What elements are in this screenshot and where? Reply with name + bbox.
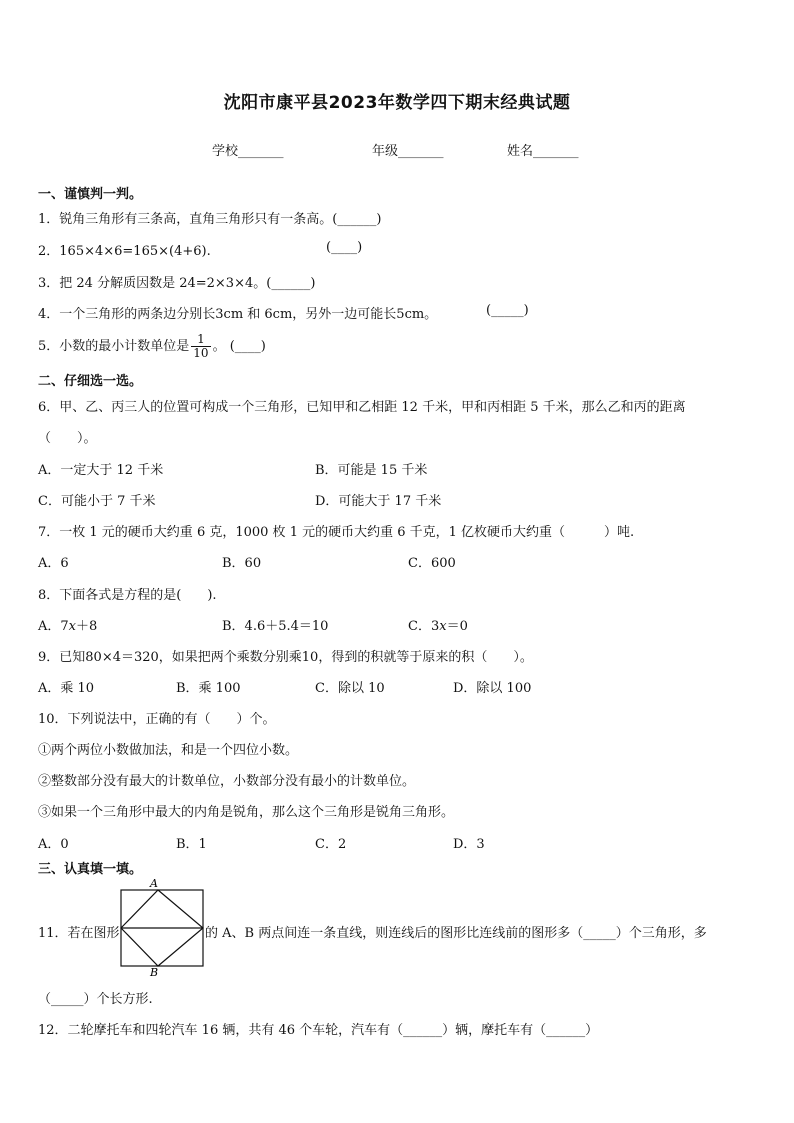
q10-option-b: B．1 — [176, 837, 207, 852]
question-6: 6．甲、乙、丙三人的位置可构成一个三角形，已知甲和乙相距 12 千米，甲和丙相距 5 千米，那么乙和丙的距离 — [38, 400, 686, 415]
question-10: 10．下列说法中，正确的有（ ）个。 — [38, 712, 276, 727]
q8-option-b: B．4.6＋5.4＝10 — [222, 619, 329, 634]
q8a-prefix: A．7 — [38, 619, 69, 634]
q9-option-a: A．乘 10 — [38, 681, 95, 696]
section-2-heading: 二、仔细选一选。 — [38, 374, 143, 389]
question-6-blank: （ ）。 — [38, 431, 97, 446]
question-5-blank: 。 (____) — [212, 339, 266, 354]
q8c-prefix: C．3 — [408, 619, 440, 634]
q6-option-c: C．可能小于 7 千米 — [38, 494, 156, 509]
fraction-numerator: 1 — [191, 333, 210, 347]
q9-option-c: C．除以 10 — [315, 681, 385, 696]
fraction-denominator: 10 — [193, 346, 209, 360]
question-4-blank: (_____) — [486, 303, 529, 318]
section-1-heading: 一、谨慎判一判。 — [38, 187, 143, 202]
grade-field: 年级_______ — [372, 144, 444, 159]
q8-option-a — [38, 615, 97, 634]
q7-option-a: A．6 — [38, 556, 69, 571]
q8c-variable: x — [439, 619, 447, 634]
figure-label-a: A — [150, 877, 158, 890]
question-2: 2．165×4×6=165×(4+6). — [38, 244, 211, 259]
name-field: 姓名_______ — [507, 144, 579, 159]
question-7: 7．一枚 1 元的硬币大约重 6 克，1000 枚 1 元的硬币大约重 6 千克，1 亿枚硬币大约重（ ）吨. — [38, 525, 635, 540]
q8-option-c — [408, 615, 468, 634]
q10-option-d: D．3 — [453, 837, 485, 852]
q8a-variable: x — [68, 619, 77, 634]
q9-option-d: D．除以 100 — [453, 681, 532, 696]
q10-option-a: A．0 — [38, 837, 69, 852]
question-5 — [38, 330, 266, 364]
question-2-blank: (____) — [326, 240, 363, 255]
q10-statement-2: ②整数部分没有最大的计数单位，小数部分没有最小的计数单位。 — [38, 774, 416, 789]
q10-statement-3: ③如果一个三角形中最大的内角是锐角，那么这个三角形是锐角三角形。 — [38, 805, 455, 820]
question-12: 12．二轮摩托车和四轮汽车 16 辆，共有 46 个车轮，汽车有（______）辆，摩托车有（______） — [38, 1023, 599, 1038]
section-3-heading: 三、认真填一填。 — [38, 862, 143, 877]
question-11-part-2: 的 A、B 两点间连一条直线，则连线后的图形比连线前的图形多（_____）个三角形，多 — [205, 926, 707, 941]
fraction-one-tenth — [191, 333, 210, 360]
q10-statement-1: ①两个两位小数做加法，和是一个四位小数。 — [38, 743, 299, 758]
q7-option-b: B．60 — [222, 556, 262, 571]
q6-option-b: B．可能是 15 千米 — [315, 463, 428, 478]
rectangle-rhombus-figure — [118, 876, 208, 976]
q8a-suffix: ＋8 — [76, 619, 98, 634]
question-11-part-3: （_____）个长方形. — [38, 992, 153, 1007]
q9-option-b: B．乘 100 — [176, 681, 241, 696]
q6-option-a: A．一定大于 12 千米 — [38, 463, 164, 478]
q10-option-c: C．2 — [315, 837, 347, 852]
question-4: 4．一个三角形的两条边分别长3cm 和 6cm，另外一边可能长5cm。 — [38, 307, 438, 322]
question-11-part-1: 11．若在图形 — [38, 926, 120, 941]
question-8: 8．下面各式是方程的是( ). — [38, 588, 217, 603]
page-title: 沈阳市康平县2023年数学四下期末经典试题 — [223, 93, 571, 113]
q6-option-d: D．可能大于 17 千米 — [315, 494, 442, 509]
school-field: 学校_______ — [212, 144, 284, 159]
question-5-text: 5．小数的最小计数单位是 — [38, 339, 190, 354]
question-1: 1．锐角三角形有三条高，直角三角形只有一条高。(______) — [38, 212, 382, 227]
q7-option-c: C．600 — [408, 556, 456, 571]
question-3: 3．把 24 分解质因数是 24=2×3×4。(______) — [38, 276, 316, 291]
q8c-suffix: ＝0 — [446, 619, 468, 634]
figure-label-b: B — [150, 966, 159, 976]
question-9: 9．已知80×4＝320，如果把两个乘数分别乘10，得到的积就等于原来的积（ ）。 — [38, 650, 533, 665]
